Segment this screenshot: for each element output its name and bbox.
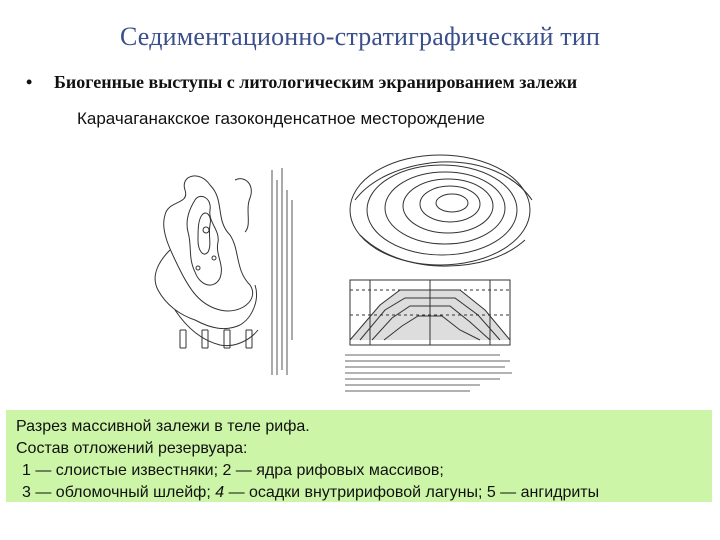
section-legend-scan [345,355,512,391]
rotated-figure-caption-scan [272,168,292,375]
reef-outline-map [155,176,258,348]
caption-line-4-c: — осадки внутририфовой лагуны; 5 — ангидриты [224,484,600,501]
cross-section [350,280,510,345]
caption-line-2: Состав отложений резервуара: [16,440,248,457]
caption-line-3: 1 — слоистые известняки; 2 — ядра рифовых массивов; [22,462,444,479]
contour-map [350,155,532,266]
slide-title: Седиментационно-стратиграфический тип [119,22,601,51]
bullet-item [26,72,706,93]
caption-line-1: Разрез массивной залежи в теле рифа. [16,418,310,435]
field-name-subtitle: Карачаганакское газоконденсатное месторождение [77,109,485,128]
bullet-marker: • [26,72,33,92]
caption-line-4-b: 4 [215,484,225,501]
geology-figure [140,140,640,410]
caption-box [6,410,712,502]
caption-line-4-a: 3 — обломочный шлейф; [22,484,216,501]
bullet-text: Биогенные выступы с литологическим экранированием залежи [54,72,578,92]
caption-line-4 [16,482,702,504]
